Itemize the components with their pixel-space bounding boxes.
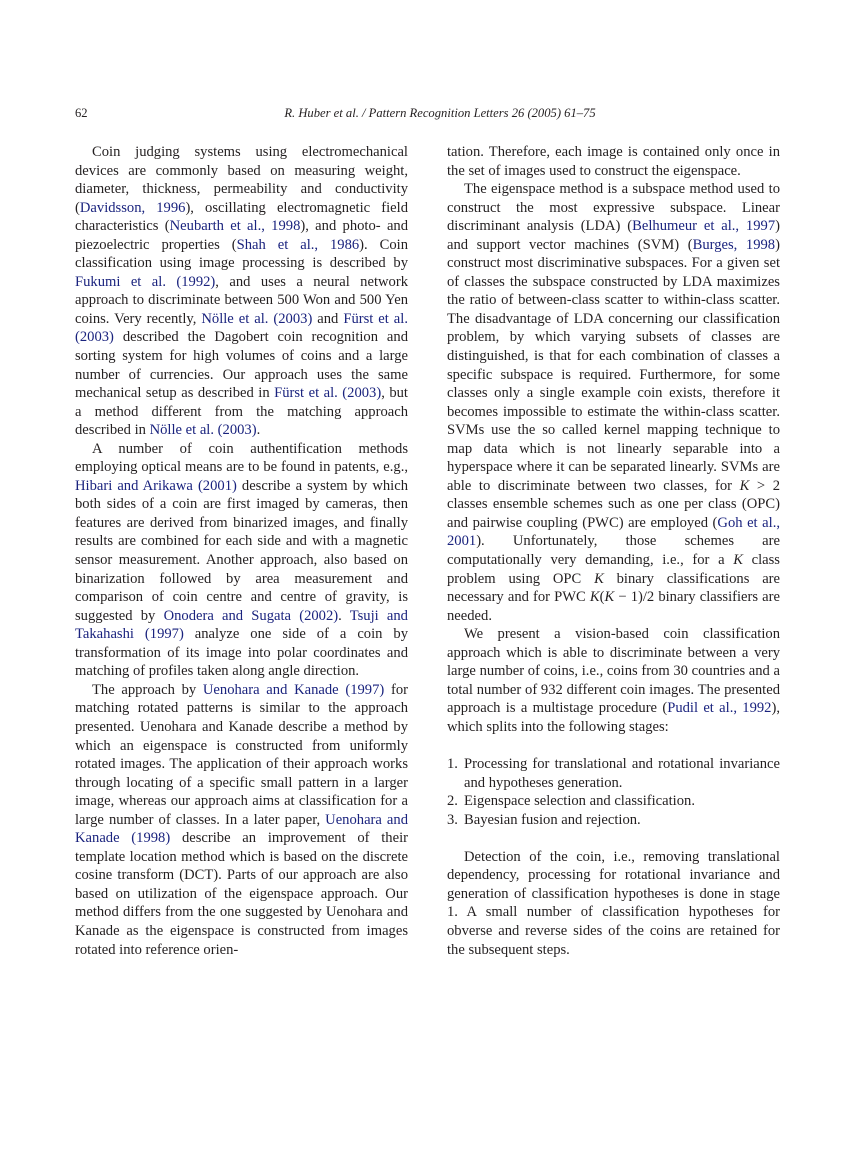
text: class problem using OPC bbox=[447, 552, 780, 587]
paragraph bbox=[447, 143, 780, 180]
text: describe a system by which both sides of a coin are first imaged by cameras, then features are derived from binarized images, and finally results are combined for each side and with a magnetic sensor measurement. Another approach, also based on binarization followed by area measurement and comparison of coin centre and centre of gravity, is suggested by bbox=[75, 477, 408, 624]
page-header bbox=[75, 106, 775, 124]
running-head: R. Huber et al. / Pattern Recognition Letters 26 (2005) 61–75 bbox=[284, 106, 596, 120]
text: ), oscillating electromagnetic field characteristics ( bbox=[75, 199, 408, 235]
citation-link[interactable]: Goh et al., 2001 bbox=[447, 514, 780, 550]
math-var: K bbox=[594, 570, 604, 587]
text: and bbox=[312, 310, 344, 327]
text: > 2 classes ensemble schemes such as one per class (OPC) and pairwise coupling (PWC) are employed ( bbox=[447, 477, 780, 531]
text: , but a method different from the matching approach described in bbox=[75, 385, 408, 439]
citation-link[interactable]: Shah et al., 1986 bbox=[236, 236, 360, 253]
text: ). Coin classification using image processing is described by bbox=[75, 236, 408, 272]
citation-link[interactable]: Neubarth et al., 1998 bbox=[169, 218, 301, 235]
paragraph bbox=[447, 180, 780, 625]
list-item bbox=[447, 811, 780, 830]
text: describe an improvement of their template location method which is based on the discrete cosine transform (DCT). Parts of our approach are also based on utilization of the eigenspace approach. Our method differs from the one suggested by Uenohara and Kanade as the eigenspace is constructed from images rotated into reference orien- bbox=[75, 830, 408, 958]
text: tation. Therefore, each image is contained only once in the set of images used to construct the eigenspace. bbox=[447, 144, 780, 179]
paragraph bbox=[447, 625, 780, 736]
text: We present a vision-based coin classification approach which is able to discriminate between a very large number of coins, i.e., coins from 30 countries and a total number of 932 different coin images. The presented approach is a multistage procedure ( bbox=[447, 626, 780, 717]
text: ( bbox=[599, 589, 605, 606]
citation-link[interactable]: Hibari and Arikawa (2001) bbox=[75, 477, 237, 494]
citation-link[interactable]: Nölle et al. (2003) bbox=[149, 422, 257, 439]
text: analyze one side of a coin by transformation of its image into polar coordinates and matching of profiles taken along angle direction. bbox=[75, 626, 409, 680]
left-column bbox=[75, 143, 408, 959]
math-var: K bbox=[589, 589, 600, 606]
citation-link[interactable]: Tsuji and Takahashi (1997) bbox=[75, 607, 408, 643]
list-text: Processing for translational and rotational invariance and hypotheses generation. bbox=[464, 756, 780, 791]
list-number: 3. bbox=[447, 811, 458, 828]
text: A number of coin authentification methods employing optical means are to be found in patents, e.g., bbox=[75, 440, 408, 476]
text: for matching rotated patterns is similar to the approach presented. Uenohara and Kanade describe a method by which an eigenspace is constructed from uniformly rotated images. The application of their approach works through locating of a specific small pattern in a larger image, whereas our approach aims at classification for a large number of classes. In a later paper, bbox=[75, 681, 408, 828]
text: ) construct most discriminative subspaces. For a given set of classes the subspace constructed by LDA maximizes the ratio of between-class scatter to within-class scatter. The disadvantage of LDA concerning our classification problem, by which varying subsets of classes are distinguished, is that for each combination of classes a specific subspace is required. Furthermore, for some classes only a single example coin exists, therefore it becomes impossible to estimate the within-class scatter. SVMs use the so called kernel mapping technique to map data which is not linearly separable into a hyperspace where it can be separated linearly. SVMs are able to discriminate between two classes, for bbox=[447, 236, 780, 494]
citation-link[interactable]: Fürst et al. (2003) bbox=[274, 385, 382, 402]
math-var: K bbox=[604, 589, 615, 606]
list-text: Eigenspace selection and classification. bbox=[464, 793, 695, 810]
list-number: 1. bbox=[447, 756, 458, 773]
paragraph bbox=[75, 440, 408, 681]
text: The eigenspace method is a subspace method used to construct the most expressive subspace. Linear discriminant analysis (LDA) ( bbox=[447, 181, 780, 235]
text: described the Dagobert coin recognition and sorting system for high volumes of coins and a large number of currencies. Our approach uses the same mechanical setup as described in bbox=[75, 329, 408, 402]
right-column bbox=[447, 143, 780, 959]
citation-link[interactable]: Davidsson, 1996 bbox=[79, 199, 186, 216]
list-text: Bayesian fusion and rejection. bbox=[464, 811, 641, 828]
list-number: 2. bbox=[447, 793, 458, 810]
text: ). Unfortunately, those schemes are computationally very demanding, i.e., for a bbox=[447, 533, 780, 569]
citation-link[interactable]: Fukumi et al. (1992) bbox=[75, 273, 216, 290]
citation-link[interactable]: Burges, 1998 bbox=[692, 236, 776, 253]
text: ), which splits into the following stages: bbox=[447, 700, 780, 735]
math-var: K bbox=[733, 552, 743, 569]
list-item bbox=[447, 792, 780, 811]
text: Coin judging systems using electromechanical devices are commonly based on measuring weight, diameter, thickness, permeability and conductivity ( bbox=[75, 144, 408, 216]
text: ) and support vector machines (SVM) ( bbox=[447, 218, 780, 253]
citation-link[interactable]: Onodera and Sugata (2002) bbox=[163, 607, 339, 624]
math-var: K bbox=[739, 477, 750, 494]
citation-link[interactable]: Uenohara and Kanade (1997) bbox=[202, 681, 385, 698]
text: ), and photo- and piezoelectric properties ( bbox=[75, 218, 409, 253]
text: . bbox=[338, 607, 350, 624]
list-item bbox=[447, 755, 780, 792]
paragraph bbox=[75, 143, 408, 440]
paragraph bbox=[447, 848, 780, 959]
page-number: 62 bbox=[75, 106, 88, 120]
text: . bbox=[256, 422, 261, 439]
text: Detection of the coin, i.e., removing translational dependency, processing for rotational invariance and generation of classification hypotheses is done in stage 1. A small number of classification hypotheses for obverse and reverse sides of the coins are retained for the subsequent steps. bbox=[447, 848, 780, 958]
text: − 1)/2 binary classifiers are needed. bbox=[447, 589, 780, 624]
stages-list bbox=[447, 755, 780, 829]
text: The approach by bbox=[92, 681, 203, 698]
text: , and uses a neural network approach to discriminate between 500 Won and 500 Yen coins. Very recently, bbox=[75, 273, 409, 327]
citation-link[interactable]: Pudil et al., 1992 bbox=[667, 700, 772, 717]
citation-link[interactable]: Fürst et al. (2003) bbox=[75, 310, 408, 346]
paragraph bbox=[75, 681, 408, 959]
text: binary classifications are necessary and for PWC bbox=[447, 570, 781, 606]
citation-link[interactable]: Belhumeur et al., 1997 bbox=[632, 218, 776, 235]
citation-link[interactable]: Nölle et al. (2003) bbox=[201, 310, 313, 327]
citation-link[interactable]: Uenohara and Kanade (1998) bbox=[75, 811, 408, 847]
